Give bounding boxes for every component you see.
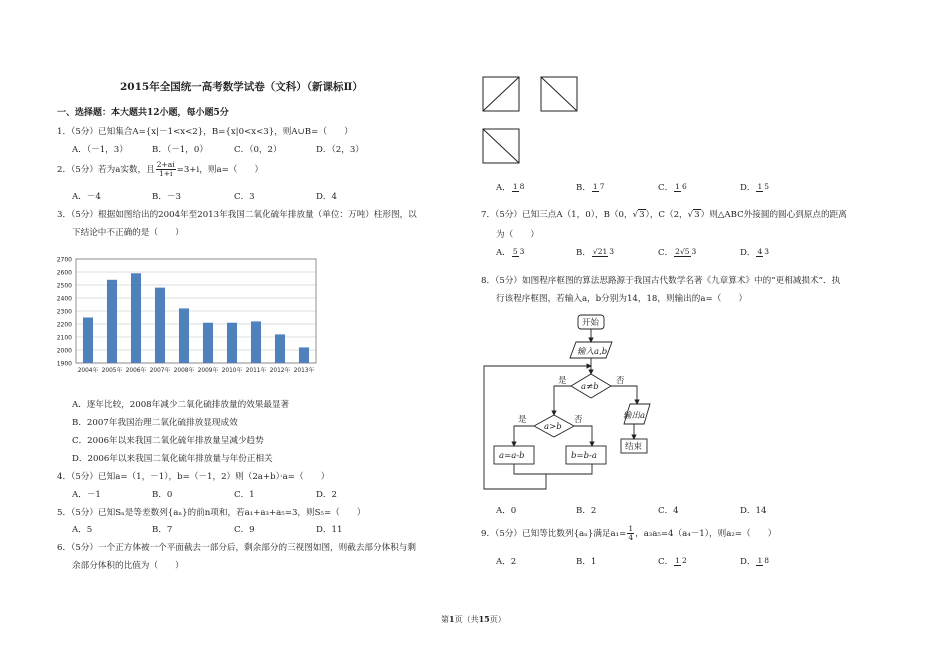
question-6-line2: 余部分体积的比值为（ ） bbox=[72, 561, 184, 571]
q2-text-post: =3+i，则a=（ ） bbox=[176, 165, 264, 175]
q7-option-b bbox=[576, 246, 658, 258]
q9-option-b: B．1 bbox=[576, 557, 597, 567]
flow-yes-label-2: 是 bbox=[518, 415, 527, 425]
q2-option-b: B．－3 bbox=[152, 192, 181, 202]
y-tick-label: 2000 bbox=[56, 347, 72, 355]
bar bbox=[155, 288, 165, 363]
x-tick-label: 2010年 bbox=[221, 368, 243, 374]
question-5: 5．（5分）已知Sₙ是等差数列{aₙ}的前n项和，若a₁+a₃+a₅=3，则S₅=（ ） bbox=[57, 508, 366, 518]
q7-sqrt-1: 3 bbox=[639, 210, 645, 220]
section-heading: 一、选择题：本大题共12小题，每小题5分 bbox=[57, 108, 229, 118]
q6-option-b-num: 1 bbox=[592, 182, 598, 191]
q8-option-d: D．14 bbox=[740, 506, 767, 516]
q7-option-b-label: B． bbox=[576, 248, 591, 258]
q7-option-d-num: 4 bbox=[757, 247, 763, 256]
bar bbox=[83, 318, 93, 364]
x-tick-label: 2011年 bbox=[245, 368, 267, 374]
q7-sqrt-2: 3 bbox=[694, 210, 700, 220]
y-tick-label: 2200 bbox=[56, 321, 72, 329]
bar bbox=[203, 323, 213, 363]
bar bbox=[131, 273, 141, 363]
q2-options bbox=[72, 190, 337, 202]
q5-option-b: B．7 bbox=[152, 525, 173, 535]
flow-arrow-cond2-yes bbox=[514, 426, 534, 446]
flow-start-label: 开始 bbox=[582, 318, 600, 328]
q7-text-pre: 7．（5分）已知三点A（1，0），B（0， bbox=[481, 210, 633, 220]
q5-option-d: D．11 bbox=[316, 525, 343, 535]
q3-option-a: A．逐年比较，2008年减少二氧化硫排放量的效果最显著 bbox=[72, 400, 290, 410]
q1-option-d: D．（2，3） bbox=[316, 145, 364, 155]
bar bbox=[107, 280, 117, 363]
q2-option-d: D．4 bbox=[316, 192, 337, 202]
q4-option-b: B．0 bbox=[152, 490, 173, 500]
y-tick-label: 2400 bbox=[56, 295, 72, 303]
q4-option-c: C．1 bbox=[234, 490, 255, 500]
q7-option-c bbox=[658, 246, 740, 258]
q2-option-a: A．－4 bbox=[72, 192, 101, 202]
x-tick-label: 2009年 bbox=[197, 368, 219, 374]
q9-text-pre: 9．（5分）已知等比数列{aₙ}满足a₁= bbox=[481, 529, 627, 539]
x-tick-label: 2012年 bbox=[269, 368, 291, 374]
question-2 bbox=[57, 161, 263, 178]
q9-option-c-label: C． bbox=[658, 557, 674, 567]
q7-option-d bbox=[740, 246, 771, 258]
q1-option-b: B．（－1，0） bbox=[152, 145, 208, 155]
flowchart bbox=[480, 310, 680, 494]
bar bbox=[275, 334, 285, 363]
q4-option-d: D．2 bbox=[316, 490, 337, 500]
flow-no-label-2: 否 bbox=[574, 415, 583, 425]
page-title: 2015年全国统一高考数学试卷（文科）（新课标Ⅱ） bbox=[120, 81, 363, 93]
q6-options bbox=[496, 181, 771, 193]
y-tick-label: 2100 bbox=[56, 334, 72, 342]
q9-numerator: 1 bbox=[628, 524, 634, 533]
q2-fraction bbox=[156, 161, 176, 178]
q9-option-d bbox=[740, 555, 771, 567]
y-tick-label: 2500 bbox=[56, 282, 72, 290]
q7-option-c-num: 2√5 bbox=[675, 247, 690, 256]
q6-option-d-num: 1 bbox=[757, 182, 763, 191]
q7-text-mid: ），C（2， bbox=[645, 210, 688, 220]
x-tick-label: 2006年 bbox=[125, 368, 147, 374]
q9-option-c bbox=[658, 555, 740, 567]
q7-options bbox=[496, 246, 771, 258]
q6-option-a-den: 8 bbox=[519, 182, 525, 191]
q7-option-d-den: 3 bbox=[764, 247, 770, 256]
flow-assign-b-label: b=b-a bbox=[571, 451, 597, 461]
flow-cond1-label: a≠b bbox=[581, 382, 599, 392]
q7-option-a bbox=[496, 246, 576, 258]
page-footer bbox=[441, 614, 506, 625]
q2-text-pre: 2．（5分）若为a实数，且 bbox=[57, 165, 155, 175]
q7-option-c-label: C． bbox=[658, 248, 674, 258]
q5-option-a: A．5 bbox=[72, 525, 93, 535]
side-view-diagonal bbox=[541, 77, 577, 111]
flow-end-label: 结束 bbox=[625, 442, 643, 452]
q7-text-post: ）则△ABC外接圆的圆心到原点的距离 bbox=[700, 210, 847, 220]
flow-loop-left bbox=[514, 464, 546, 474]
q5-option-c: C．9 bbox=[234, 525, 255, 535]
q6-option-a bbox=[496, 181, 576, 193]
flow-arrow-cond1-no bbox=[611, 386, 637, 404]
q9-options bbox=[496, 555, 771, 567]
q9-option-d-num: 1 bbox=[757, 556, 763, 565]
q5-options bbox=[72, 523, 342, 535]
q3-option-b: B．2007年我国治理二氧化硫排放显现成效 bbox=[72, 418, 238, 428]
x-tick-label: 2004年 bbox=[77, 368, 99, 374]
q8-option-a: A．0 bbox=[496, 506, 517, 516]
question-7-line1: 7．（5分）已知三点A（1，0），B（0，√3），C（2，√3）则△ABC外接圆的圆心到原点的距离 bbox=[481, 210, 847, 220]
q7-option-b-num: √21 bbox=[592, 247, 608, 256]
footer-total-pages: 15 bbox=[478, 614, 490, 624]
front-view-diagonal bbox=[483, 77, 519, 111]
q7-option-a-den: 3 bbox=[519, 247, 525, 256]
q6-option-d bbox=[740, 181, 771, 193]
question-4: 4．（5分）已知a=（1，－1），b=（－1，2）则（2a+b）·a=（ ） bbox=[57, 472, 330, 482]
q6-option-a-num: 1 bbox=[512, 182, 518, 191]
q9-option-d-label: D． bbox=[740, 557, 756, 567]
question-9 bbox=[481, 525, 776, 542]
flow-output-label: 输出a bbox=[623, 411, 646, 421]
question-6-line1: 6．（5分）一个正方体被一个平面截去一部分后，剩余部分的三视图如图，则截去部分体积与剩 bbox=[57, 543, 416, 553]
q4-options bbox=[72, 488, 337, 500]
q7-option-a-label: A． bbox=[496, 248, 511, 258]
footer-pre: 第 bbox=[441, 615, 449, 624]
q9-option-a: A．2 bbox=[496, 557, 517, 567]
y-tick-label: 2700 bbox=[56, 256, 72, 264]
q4-option-a: A．－1 bbox=[72, 490, 101, 500]
x-tick-label: 2007年 bbox=[149, 368, 171, 374]
q2-option-c: C．3 bbox=[234, 192, 255, 202]
footer-mid: 页（共 bbox=[454, 615, 479, 624]
q6-option-c-num: 1 bbox=[675, 182, 680, 191]
q7-option-c-den: 3 bbox=[691, 247, 697, 256]
q6-option-d-den: 5 bbox=[764, 182, 770, 191]
q3-option-d: D．2006年以来我国二氧化硫年排放量与年份正相关 bbox=[72, 454, 273, 464]
q8-options bbox=[496, 504, 766, 516]
flow-cond2-label: a>b bbox=[544, 422, 562, 432]
question-1: 1．（5分）已知集合A={x|－1<x<2}，B={x|0<x<3}，则A∪B=（ ） bbox=[57, 127, 353, 137]
flow-arrow-cond2-no bbox=[574, 426, 592, 446]
bar bbox=[251, 321, 261, 363]
bar bbox=[299, 347, 309, 363]
question-8-line1: 8．（5分）如图程序框图的算法思路源于我国古代数学名著《九章算术》中的“更相减损术”．执 bbox=[481, 276, 841, 286]
y-tick-label: 1900 bbox=[56, 360, 72, 368]
q6-option-b-label: B． bbox=[576, 183, 591, 193]
bar bbox=[179, 308, 189, 363]
footer-post: 页） bbox=[489, 615, 506, 624]
q6-option-c-den: 6 bbox=[681, 182, 687, 191]
q9-denominator: 4 bbox=[628, 533, 634, 542]
question-3-line2: 下结论中不正确的是（ ） bbox=[72, 228, 184, 238]
q1-option-a: A．（－1，3） bbox=[72, 145, 128, 155]
q9-text-post: ，a₃a₅=4（a₄－1），则a₂=（ ） bbox=[635, 529, 777, 539]
top-view-diagonal bbox=[483, 129, 519, 163]
three-view-diagram bbox=[480, 74, 580, 166]
q9-option-c-num: 1 bbox=[675, 556, 680, 565]
flow-assign-a-label: a=a-b bbox=[499, 451, 525, 461]
flow-arrow-cond1-yes bbox=[554, 386, 571, 415]
q7-option-b-den: 3 bbox=[609, 247, 615, 256]
question-7-line2: 为（ ） bbox=[496, 230, 539, 240]
q1-option-c: C．（0，2） bbox=[234, 145, 282, 155]
q6-option-a-label: A． bbox=[496, 183, 511, 193]
q9-option-d-den: 8 bbox=[764, 556, 770, 565]
q6-option-c-label: C． bbox=[658, 183, 674, 193]
footer-page-number: 1 bbox=[449, 614, 455, 624]
q1-options bbox=[72, 143, 364, 155]
q2-denominator: 1+i bbox=[158, 169, 173, 178]
bar bbox=[227, 323, 237, 363]
q7-option-a-num: 5 bbox=[512, 247, 518, 256]
x-tick-label: 2013年 bbox=[293, 368, 315, 374]
y-tick-label: 2600 bbox=[56, 269, 72, 277]
q8-option-b: B．2 bbox=[576, 506, 597, 516]
question-3-line1: 3．（5分）根据如图给出的2004年至2013年我国二氧化硫年排放量（单位：万吨）柱形图，以 bbox=[57, 210, 417, 220]
q6-option-b-den: 7 bbox=[599, 182, 605, 191]
x-tick-label: 2008年 bbox=[173, 368, 195, 374]
x-tick-label: 2005年 bbox=[101, 368, 123, 374]
q6-option-b bbox=[576, 181, 658, 193]
y-tick-label: 2300 bbox=[56, 308, 72, 316]
flow-loop-back bbox=[484, 366, 592, 489]
bar-chart bbox=[40, 250, 325, 382]
flow-input-label: 输入a,b bbox=[577, 347, 608, 357]
q9-option-c-den: 2 bbox=[681, 556, 687, 565]
q8-option-c: C．4 bbox=[658, 506, 679, 516]
q6-option-d-label: D． bbox=[740, 183, 756, 193]
q7-option-d-label: D． bbox=[740, 248, 756, 258]
q2-numerator: 2+ai bbox=[156, 160, 175, 169]
q3-option-c: C．2006年以来我国二氧化硫年排放量呈减少趋势 bbox=[72, 436, 264, 446]
q6-option-c bbox=[658, 181, 740, 193]
flow-yes-label-1: 是 bbox=[558, 376, 567, 386]
question-8-line2: 行该程序框图，若输入a，b分别为14，18，则输出的a=（ ） bbox=[496, 294, 748, 304]
flow-no-label-1: 否 bbox=[616, 376, 625, 386]
